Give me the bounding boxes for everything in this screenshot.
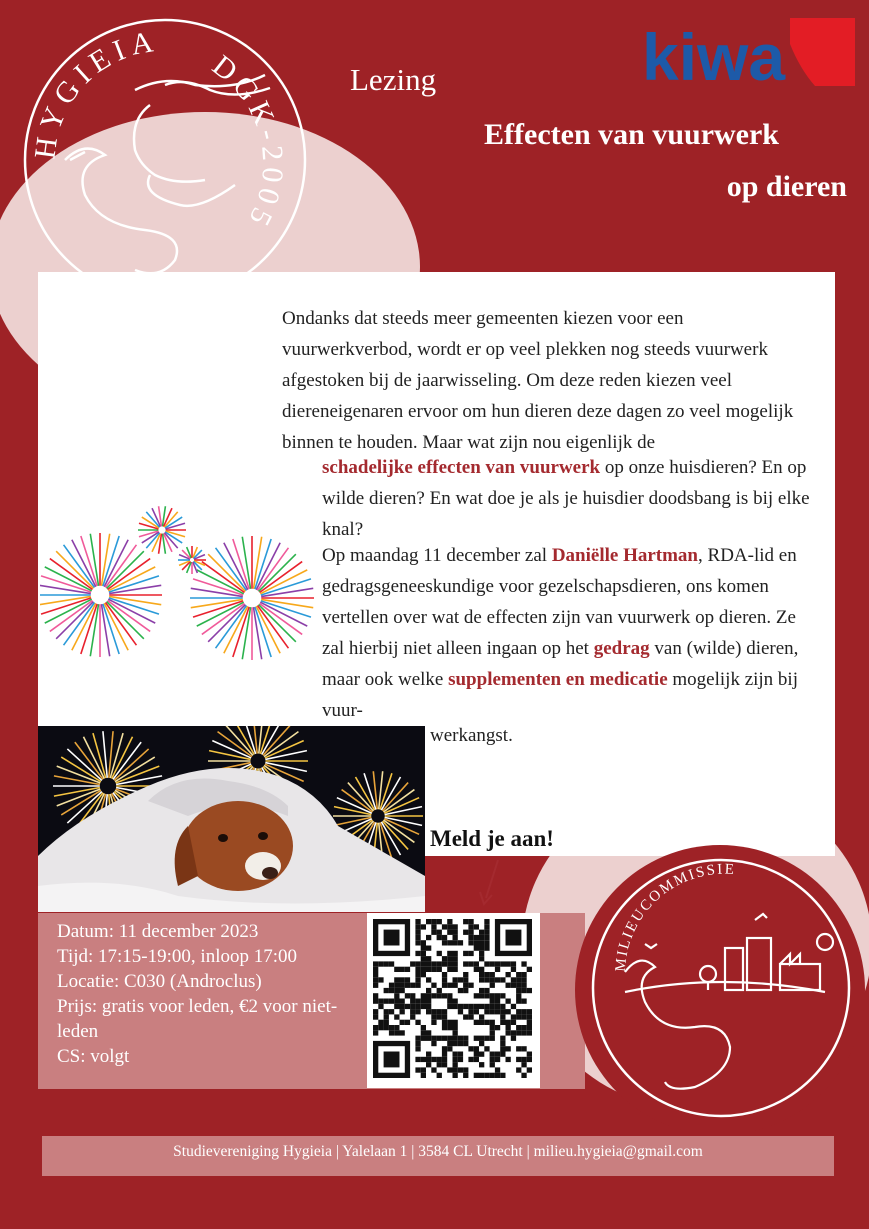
intro-paragraph-cont: schadelijke effecten van vuurwerk op onze huisdieren? En op wilde dieren? En wat doe je als je huisdier doodsbang is bij elke knal?	[322, 457, 810, 540]
kiwa-logo	[640, 14, 858, 90]
info-location: Locatie: C030 (Androclus)	[57, 971, 262, 992]
arrow-down-icon	[478, 858, 508, 908]
dog-photo	[38, 726, 425, 912]
info-time: Tijd: 17:15-19:00, inloop 17:00	[57, 946, 297, 967]
hygieia-dgk: DGK-2005	[206, 48, 290, 236]
info-price: Prijs: gratis voor leden, €2 voor niet-leden	[57, 996, 338, 1042]
milieu-label: MILIEUCOMMISSIE	[612, 861, 737, 973]
svg-text:MILIEUCOMMISSIE	[613, 862, 736, 973]
fireworks-illustration	[40, 500, 320, 700]
speaker-paragraph: Op maandag 11 december zal Daniëlle Hartman, RDA-lid en gedragsgeneeskundige voor gezelschapsdieren, ons komen vertellen over wat de effecten zijn van vuurwerk op dieren. Ze zal hierbij niet alleen ingaan op het gedrag van (wilde) dieren, maar ook welke supplementen en medicatie mogelijk zijn bij vuur-	[322, 545, 799, 721]
title-line-1: Effecten van vuurwerk	[484, 118, 779, 151]
highlight-supplements: supplementen en medicatie	[448, 669, 668, 690]
qr-code[interactable]	[367, 913, 540, 1088]
intro-paragraph: Ondanks dat steeds meer gemeenten kiezen voor een vuurwerkverbod, wordt er op veel plekken nog steeds vuurwerk afgestoken bij de jaarwisseling. Om deze reden kiezen veel diereneigenaren ervoor om hun dieren deze dagen zo veel mogelijk binnen te houden. Maar wat zijn nou eigenlijk de	[282, 308, 794, 453]
highlight-effects: schadelijke effecten van vuurwerk	[322, 457, 601, 478]
highlight-gedrag: gedrag	[593, 638, 650, 659]
svg-text:kiwa: kiwa	[642, 20, 786, 90]
speaker-paragraph-tail: werkangst.	[430, 725, 513, 746]
svg-text:HYGIEIA	[28, 24, 161, 160]
event-info	[57, 919, 367, 1069]
info-date: Datum: 11 december 2023	[57, 921, 259, 942]
info-cs: CS: volgt	[57, 1046, 130, 1067]
register-cta: Meld je aan!	[430, 826, 554, 851]
speaker-name: Daniëlle Hartman	[551, 545, 699, 566]
event-type: Lezing	[350, 62, 437, 97]
hygieia-logo	[15, 10, 315, 310]
footer: Studievereniging Hygieia | Yalelaan 1 | 3584 CL Utrecht | milieu.hygieia@gmail.com	[42, 1136, 834, 1176]
hygieia-name: HYGIEIA	[28, 24, 162, 161]
milieucommissie-logo	[585, 852, 857, 1124]
title-line-2: op dieren	[726, 170, 847, 203]
